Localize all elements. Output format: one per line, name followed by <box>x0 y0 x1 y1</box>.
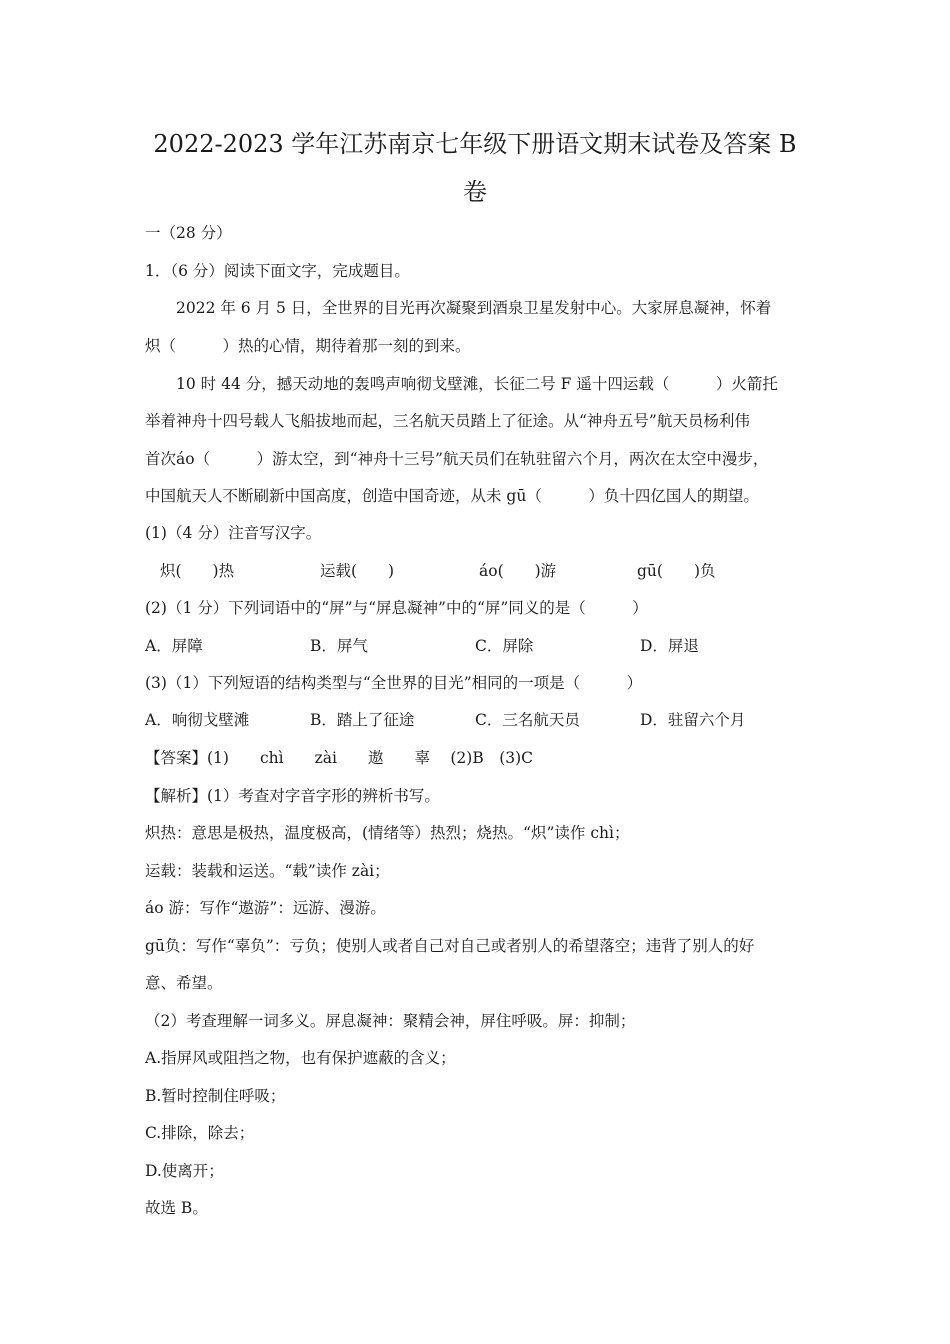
analysis-line: 运载：装载和运送。“载”读作 zài； <box>145 862 390 880</box>
section-heading: 一（28 分） <box>145 224 232 242</box>
pinyin-item: 炽( )热 <box>160 562 235 580</box>
analysis-line: áo 游：写作“遨游”：远游、漫游。 <box>145 899 386 917</box>
option-d: D．驻留六个月 <box>640 711 746 729</box>
pinyin-item: gū( )负 <box>637 562 716 580</box>
analysis-line: D.使离开； <box>145 1162 224 1180</box>
option-b: B．踏上了征途 <box>310 711 415 729</box>
passage-line: 举着神舟十四号载人飞船拔地而起，三名航天员踏上了征途。从“神舟五号”航天员杨利伟 <box>145 412 750 430</box>
title-line-1: 2022-2023 学年江苏南京七年级下册语文期末试卷及答案 B <box>153 130 797 158</box>
sub-question-3: (3)（1）下列短语的结构类型与“全世界的目光”相同的一项是（ ） <box>145 674 643 692</box>
analysis-line: （2）考查理解一词多义。屏息凝神：聚精会神，屏住呼吸。屏：抑制； <box>145 1012 636 1030</box>
passage-line: 中国航天人不断刷新中国高度，创造中国奇迹，从未 gū（ ）负十四亿国人的期望。 <box>145 487 759 505</box>
title-line-2: 卷 <box>463 178 487 206</box>
sub-question-1: (1)（4 分）注音写汉字。 <box>145 524 322 542</box>
analysis-line: 【解析】(1）考查对字音字形的辨析书写。 <box>145 787 440 805</box>
analysis-line: 故选 B。 <box>145 1199 208 1217</box>
analysis-line: 意、希望。 <box>145 974 223 992</box>
pinyin-item: áo( )游 <box>479 562 557 580</box>
analysis-line: C.排除，除去； <box>145 1124 255 1142</box>
analysis-line: 炽热：意思是极热，温度极高，(情绪等）热烈；烧热。“炽”读作 chì； <box>145 824 630 842</box>
analysis-line: B.暂时控制住呼吸； <box>145 1087 286 1105</box>
analysis-line: gū负：写作“辜负”：亏负；使别人或者自己对自己或者别人的希望落空；违背了别人的好 <box>145 937 755 955</box>
answer-line: 【答案】(1) chì zài 遨 辜 (2)B (3)C <box>145 749 534 767</box>
option-c: C．三名航天员 <box>475 711 580 729</box>
question-1-intro: 1．（6 分）阅读下面文字，完成题目。 <box>145 262 410 280</box>
option-d: D．屏退 <box>640 637 699 655</box>
option-a: A．屏障 <box>145 637 203 655</box>
document-title <box>90 120 860 216</box>
option-a: A．响彻戈壁滩 <box>145 711 250 729</box>
sub-question-2: (2)（1 分）下列词语中的“屏”与“屏息凝神”中的“屏”同义的是（ ） <box>145 599 648 617</box>
option-c: C．屏除 <box>475 637 534 655</box>
passage-line: 炽（ ）热的心情，期待着那一刻的到来。 <box>145 337 471 355</box>
passage-line: 首次áo（ ）游太空，到“神舟十三号”航天员们在轨驻留六个月，两次在太空中漫步， <box>145 450 769 468</box>
option-b: B．屏气 <box>310 637 368 655</box>
passage-line: 2022 年 6 月 5 日，全世界的目光再次凝聚到酒泉卫星发射中心。大家屏息凝神，怀着 <box>176 299 772 317</box>
pinyin-item: 运载( ) <box>320 562 395 580</box>
analysis-line: A.指屏风或阻挡之物，也有保护遮蔽的含义； <box>145 1049 456 1067</box>
passage-line: 10 时 44 分，撼天动地的轰鸣声响彻戈壁滩，长征二号 F 遥十四运载（ ）火箭托 <box>176 375 778 393</box>
